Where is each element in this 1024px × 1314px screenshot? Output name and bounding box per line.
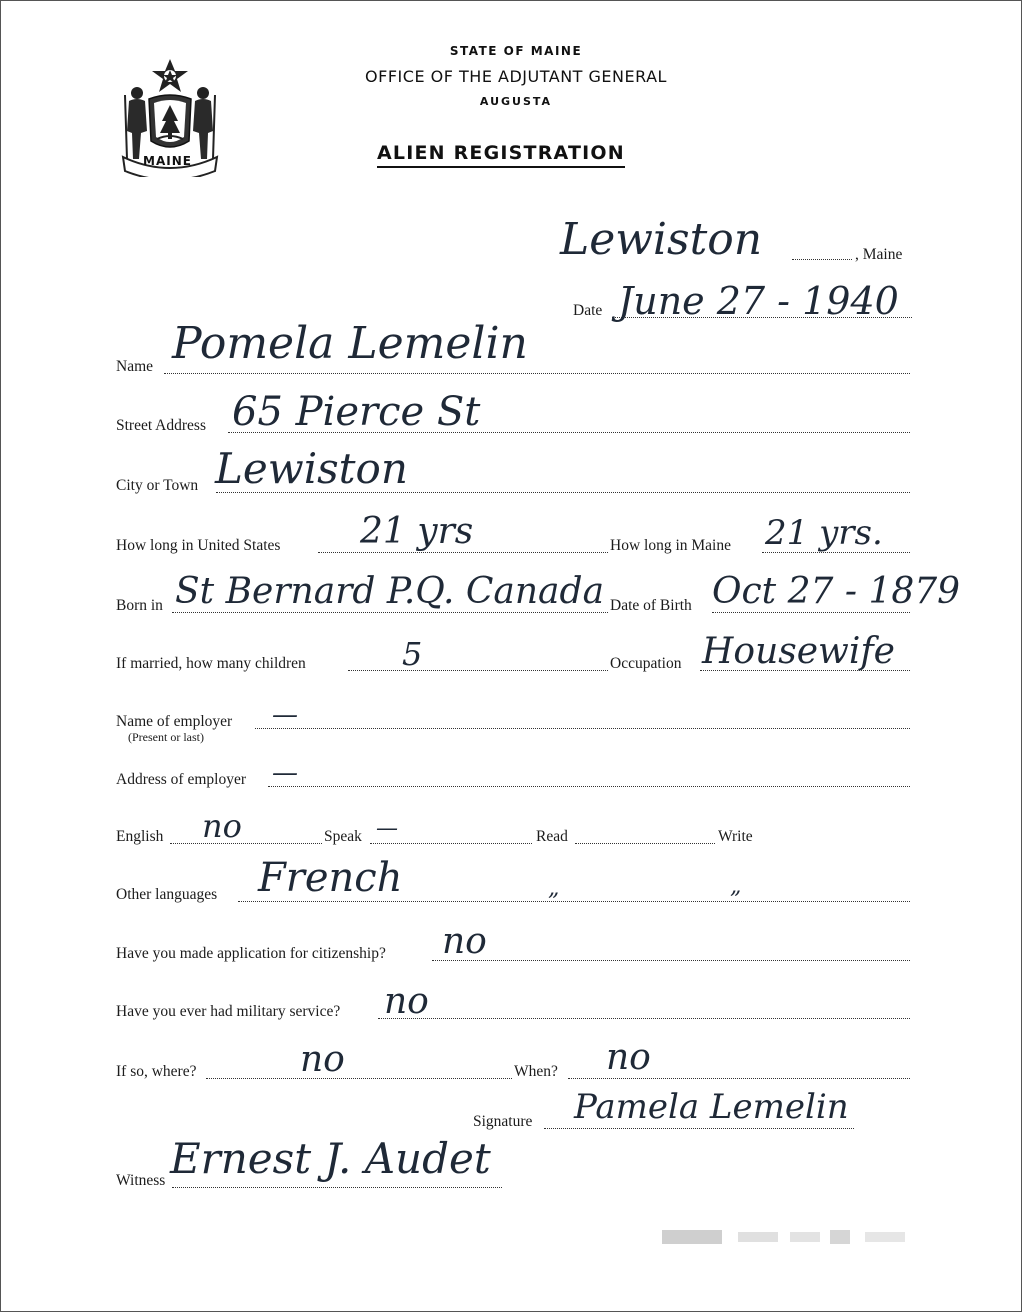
how-long-us-dots	[318, 552, 608, 553]
date-label: Date	[573, 302, 603, 319]
citizenship-label: Have you made application for citizenship?	[116, 945, 386, 962]
other-languages-read-mark: „	[548, 876, 560, 901]
employer-name-sublabel: (Present or last)	[128, 730, 204, 744]
other-languages-label: Other languages	[116, 886, 218, 903]
military-value: no	[384, 981, 429, 1022]
city-label: City or Town	[116, 477, 199, 494]
name-value: Pomela Lemelin	[172, 318, 528, 369]
how-long-maine-value: 21 yrs.	[765, 513, 883, 553]
header-office: OFFICE OF THE ADJUTANT GENERAL	[365, 67, 667, 86]
street-address-label: Street Address	[116, 417, 206, 434]
witness-label: Witness	[116, 1172, 166, 1189]
signature-label: Signature	[473, 1113, 533, 1130]
speak-label: Speak	[324, 828, 362, 845]
citizenship-value: no	[442, 921, 487, 962]
where-value: no	[300, 1039, 345, 1080]
employer-address-label: Address of employer	[116, 771, 246, 788]
filing-stamp-mark	[660, 1222, 910, 1252]
signature-value: Pamela Lemelin	[574, 1087, 849, 1127]
children-dots	[348, 670, 608, 671]
place-value: Lewiston	[560, 214, 763, 265]
employer-address-dots	[268, 786, 910, 787]
date-of-birth-dots	[712, 612, 910, 613]
other-languages-value: French	[258, 855, 403, 901]
date-value: June 27 - 1940	[618, 279, 899, 323]
english-dots	[170, 843, 322, 844]
other-languages-dots	[238, 901, 910, 902]
born-in-dots	[172, 612, 608, 613]
form-title: ALIEN REGISTRATION	[377, 142, 625, 168]
street-address-value: 65 Pierce St	[232, 389, 481, 435]
born-in-value: St Bernard P.Q. Canada	[175, 571, 605, 612]
children-label: If married, how many children	[116, 655, 306, 672]
where-dots	[206, 1078, 512, 1079]
when-value: no	[606, 1037, 651, 1078]
write-label: Write	[718, 828, 753, 845]
place-dots	[792, 259, 852, 260]
name-dots	[164, 373, 910, 374]
how-long-us-value: 21 yrs	[360, 511, 474, 552]
employer-name-dots	[255, 728, 910, 729]
born-in-label: Born in	[116, 597, 163, 614]
date-of-birth-value: Oct 27 - 1879	[712, 571, 961, 612]
other-languages-write-mark: „	[730, 874, 742, 899]
witness-value: Ernest J. Audet	[170, 1134, 491, 1183]
military-dots	[378, 1018, 910, 1019]
military-label: Have you ever had military service?	[116, 1003, 341, 1020]
occupation-label: Occupation	[610, 655, 682, 672]
seal-banner-text: MAINE	[143, 154, 192, 168]
english-value: no	[202, 807, 242, 845]
how-long-maine-label: How long in Maine	[610, 537, 731, 554]
witness-dots	[172, 1187, 502, 1188]
employer-name-value: —	[272, 700, 298, 730]
where-label: If so, where?	[116, 1063, 197, 1080]
date-of-birth-label: Date of Birth	[610, 597, 692, 614]
occupation-value: Housewife	[702, 631, 895, 672]
speak-value: —	[376, 816, 398, 841]
header-city: AUGUSTA	[479, 95, 553, 108]
how-long-us-label: How long in United States	[116, 537, 281, 554]
when-dots	[568, 1078, 910, 1079]
signature-dots	[544, 1128, 854, 1129]
read-dots	[575, 843, 715, 844]
header-state: STATE OF MAINE	[449, 44, 583, 58]
read-label: Read	[536, 828, 568, 845]
speak-dots	[370, 843, 532, 844]
employer-name-label: Name of employer	[116, 713, 233, 730]
when-label: When?	[514, 1063, 558, 1080]
children-value: 5	[402, 635, 423, 673]
english-label: English	[116, 828, 164, 845]
place-suffix: , Maine	[855, 246, 903, 263]
employer-address-value: —	[272, 758, 298, 788]
name-label: Name	[116, 358, 154, 375]
city-value: Lewiston	[215, 444, 408, 493]
citizenship-dots	[432, 960, 910, 961]
